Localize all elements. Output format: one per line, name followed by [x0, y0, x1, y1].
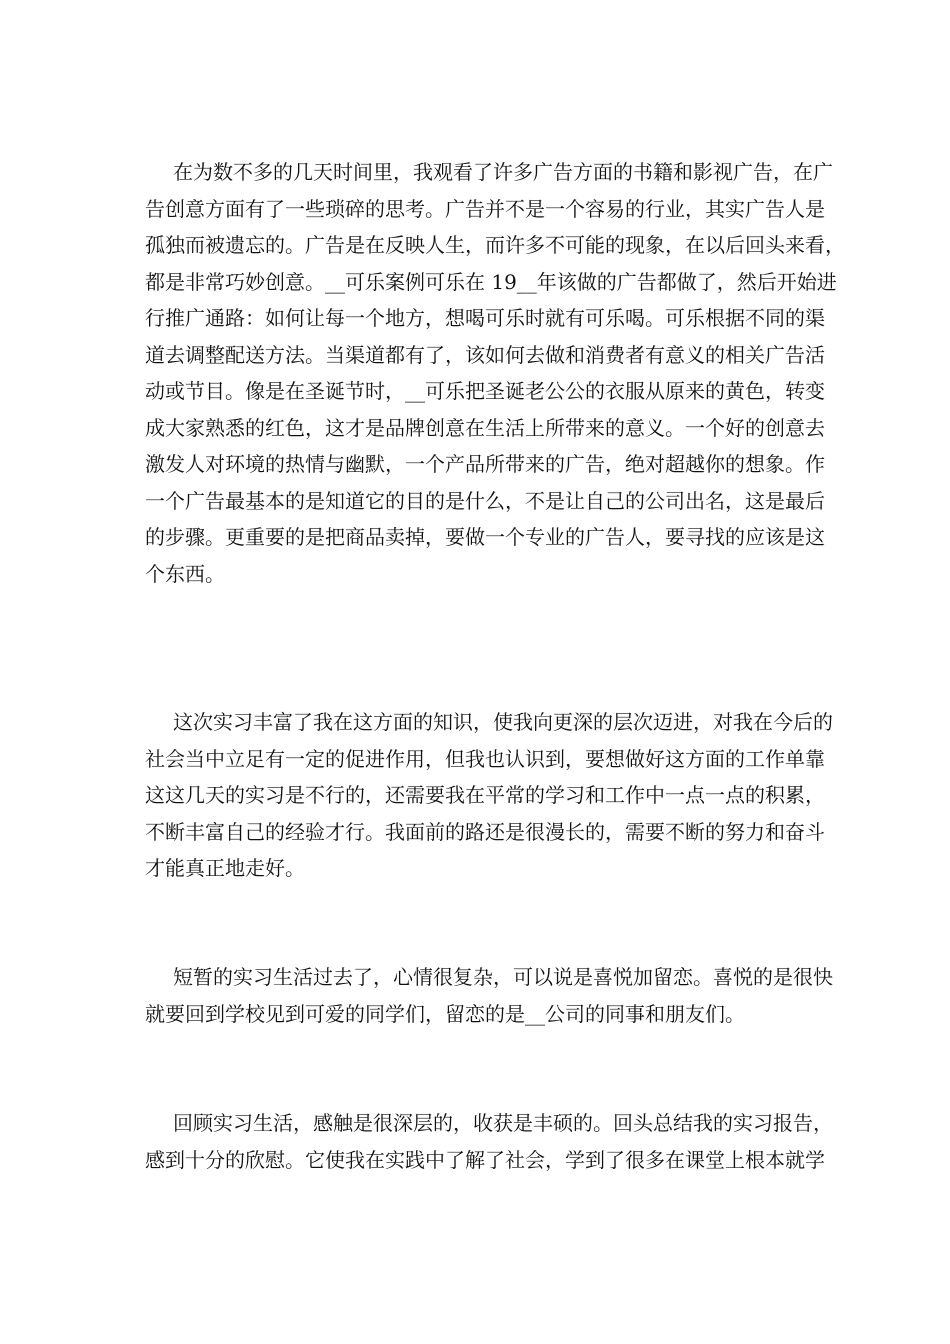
paragraph-line: 才能真正地走好。	[145, 856, 305, 880]
paragraph-line: 不断丰富自己的经验才行。我面前的路还是很漫长的，需要不断的努力和奋斗	[145, 819, 825, 844]
paragraph-line: 成大家熟悉的红色，这才是品牌创意在生活上所带来的意义。一个好的创意去	[145, 415, 825, 440]
paragraph-line: 个东西。	[145, 561, 225, 586]
paragraph-line: 短暂的实习生活过去了，心情很复杂，可以说是喜悦加留恋。喜悦的是很快	[173, 965, 833, 989]
paragraph-2	[145, 704, 833, 887]
paragraph-1	[145, 154, 845, 592]
paragraph-line: 这次实习丰富了我在这方面的知识，使我向更深的层次迈进，对我在今后的	[173, 710, 833, 734]
paragraph-line: 孤独而被遗忘的。广告是在反映人生，而许多不可能的现象，在以后回头来看，	[145, 233, 845, 257]
paragraph-line: 道去调整配送方法。当渠道都有了，该如何去做和消费者有意义的相关广告活	[145, 342, 825, 367]
paragraph-line: 就要回到学校见到可爱的同学们，留恋的是__公司的同事和朋友们。	[145, 1001, 745, 1026]
paragraph-line: 都是非常巧妙创意。__可乐案例可乐在 19__年该做的广告都做了，然后开始进	[145, 269, 837, 294]
paragraph-3	[145, 959, 833, 1032]
paragraph-line: 告创意方面有了一些琐碎的思考。广告并不是一个容易的行业，其实广告人是	[145, 196, 825, 221]
paragraph-line: 社会当中立足有一定的促进作用，但我也认识到，要想做好这方面的工作单靠	[145, 746, 825, 771]
paragraph-line: 激发人对环境的热情与幽默，一个产品所带来的广告，绝对超越你的想象。作	[145, 452, 825, 476]
paragraph-line: 在为数不多的几天时间里，我观看了许多广告方面的书籍和影视广告，在广	[173, 160, 833, 184]
paragraph-line: 一个广告最基本的是知道它的目的是什么，不是让自己的公司出名，这是最后	[145, 488, 825, 513]
paragraph-line: 动或节目。像是在圣诞节时，__可乐把圣诞老公公的衣服从原来的黄色，转变	[145, 379, 825, 403]
paragraph-line: 感到十分的欣慰。它使我在实践中了解了社会，学到了很多在课堂上根本就学	[145, 1147, 825, 1172]
paragraph-line: 回顾实习生活，感触是很深层的，收获是丰硕的。回头总结我的实习报告，	[173, 1111, 833, 1135]
paragraph-4	[145, 1105, 833, 1178]
paragraph-line: 这这几天的实习是不行的，还需要我在平常的学习和工作中一点一点的积累，	[145, 783, 825, 807]
paragraph-line: 行推广通路：如何让每一个地方，想喝可乐时就有可乐喝。可乐根据不同的渠	[145, 306, 825, 330]
paragraph-line: 的步骤。更重要的是把商品卖掉，要做一个专业的广告人，要寻找的应该是这	[145, 525, 825, 549]
